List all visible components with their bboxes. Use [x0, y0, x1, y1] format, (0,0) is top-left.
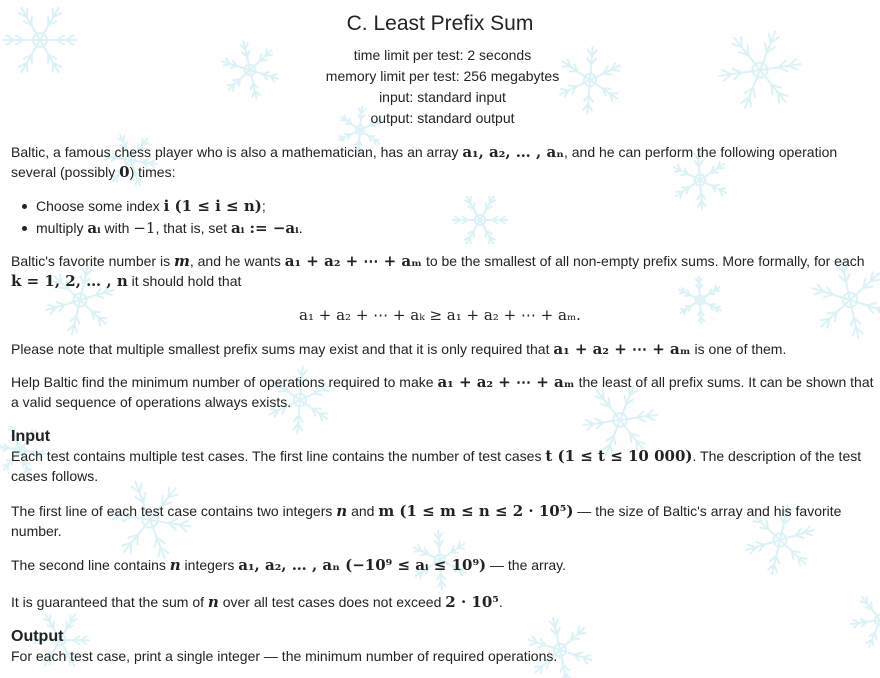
statement-text: , and he wants [189, 253, 285, 269]
input-text: The first line of each test case contains two integers [11, 503, 337, 519]
input-paragraph-2 [11, 501, 877, 541]
math-expression: a₁, a₂, … , aₙ (−10⁹ ≤ aᵢ ≤ 10⁹) [238, 556, 487, 574]
list-item-text: with [100, 220, 134, 236]
snowflake-icon [452, 196, 508, 245]
statement-paragraph-3 [11, 339, 877, 359]
statement-text: to be the smallest of all non-empty prefix sums. More formally, for each [422, 253, 865, 269]
math-expression: m [173, 252, 190, 270]
statement-paragraph-1 [11, 142, 877, 182]
statement-text: , and he can perform the following operation several (possibly [11, 144, 838, 180]
list-item-text: ; [261, 198, 266, 214]
list-item-text: . [298, 220, 303, 236]
input-text: . [498, 594, 503, 610]
statement-paragraph-2 [11, 251, 877, 291]
input-text: over all test cases does not exceed [218, 594, 446, 610]
statement-text: Baltic's favorite number is [11, 253, 174, 269]
statement-text: the least of all prefix sums. It can be shown that a valid sequence of operations always exists. [11, 374, 874, 410]
input-text: Each test contains multiple test cases. The first line contains the number of test cases [11, 448, 546, 464]
math-expression: i (1 ≤ i ≤ n) [163, 197, 262, 215]
problem-title: C. Least Prefix Sum [346, 12, 534, 35]
math-expression: 0 [119, 163, 130, 181]
statement-text: ) times: [129, 164, 176, 180]
input-text: . The description of the test cases follows. [11, 448, 862, 484]
math-expression: n [336, 502, 348, 520]
output-file: output: standard output [370, 110, 515, 126]
math-expression: a₁ + a₂ + ⋯ + aₘ [553, 340, 691, 358]
input-file: input: standard input [379, 89, 506, 105]
output-heading: Output [11, 628, 64, 645]
math-expression: m (1 ≤ m ≤ n ≤ 2 · 10⁵) [378, 502, 574, 520]
statement-text: is one of them. [690, 341, 787, 357]
input-paragraph-1 [11, 446, 877, 486]
math-expression: aᵢ := −aᵢ [230, 219, 299, 237]
time-limit: time limit per test: 2 seconds [353, 47, 532, 63]
input-text: It is guaranteed that the sum of [11, 594, 208, 610]
math-expression: aᵢ [87, 219, 101, 237]
input-heading: Input [11, 428, 51, 445]
input-paragraph-4 [11, 592, 877, 612]
statement-text: Baltic, a famous chess player who is also a mathematician, has an array [11, 144, 463, 160]
list-item-text: multiply [36, 220, 88, 236]
list-item-text: Choose some index [36, 198, 164, 214]
math-expression: n [169, 556, 181, 574]
memory-limit: memory limit per test: 256 megabytes [325, 68, 560, 84]
math-expression: a₁, a₂, … , aₙ [462, 143, 564, 161]
statement-text: it should hold that [127, 273, 242, 289]
input-text: The second line contains [11, 557, 170, 573]
math-expression: k = 1, 2, … , n [11, 272, 128, 290]
input-text: integers [180, 557, 239, 573]
math-expression: n [207, 593, 219, 611]
input-text: — the size of Baltic's array and his favorite number. [11, 503, 842, 539]
list-item [20, 196, 303, 218]
statement-text: Please note that multiple smallest prefix sums may exist and that it is only required that [11, 341, 554, 357]
input-paragraph-3 [11, 555, 877, 575]
input-text: — the array. [486, 557, 567, 573]
math-expression: a₁ + a₂ + ⋯ + aₘ [284, 252, 423, 270]
input-text: and [347, 503, 379, 519]
math-expression: a₁ + a₂ + ⋯ + aₘ [437, 373, 575, 391]
math-expression: 2 · 10⁵ [445, 593, 499, 611]
statement-paragraph-4 [11, 372, 877, 412]
operations-list [20, 196, 303, 240]
statement-text: Help Baltic find the minimum number of operations required to make [11, 374, 438, 390]
display-inequality: a₁ + a₂ + ⋯ + aₖ ≥ a₁ + a₂ + ⋯ + aₘ. [299, 306, 581, 324]
list-item [20, 218, 303, 240]
output-paragraph-1: For each test case, print a single integer — the minimum number of required operations. [11, 648, 558, 664]
list-item-text: , that is, set [155, 220, 231, 236]
math-expression: t (1 ≤ t ≤ 10 000) [545, 447, 693, 465]
math-expression: −1 [133, 219, 156, 237]
